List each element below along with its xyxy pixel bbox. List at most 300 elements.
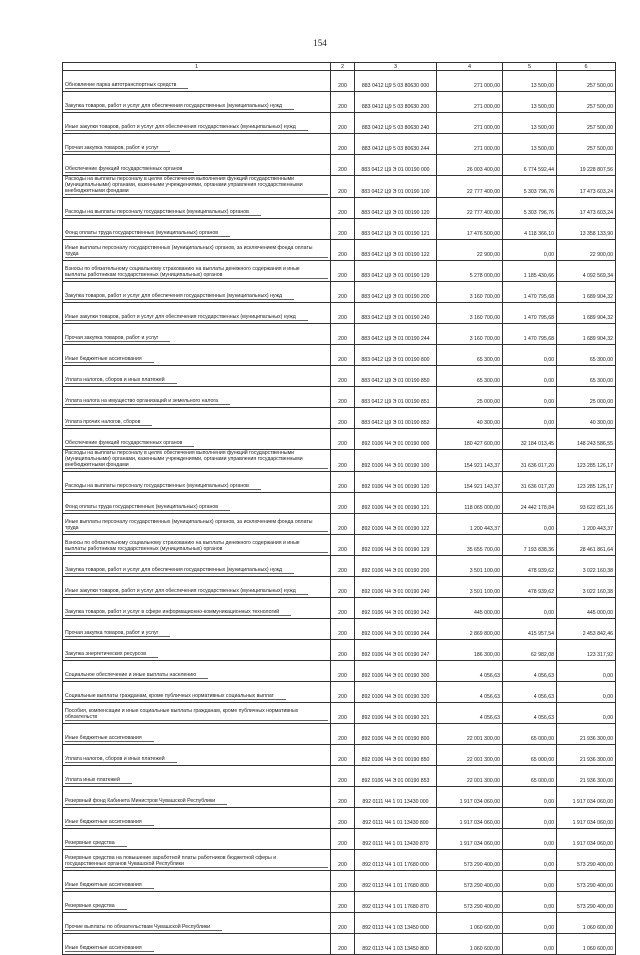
- row-label: Иные закупки товаров, работ и услуг для обеспечения государственных (муниципальных) нужд: [65, 124, 308, 131]
- row-label: Прочая закупка товаров, работ и услуг: [65, 335, 170, 342]
- row-label: Обновление парка автотранспортных средств: [65, 82, 188, 89]
- cell-classification-code: 892 0106 Ч4 Э 01 00190 320: [355, 682, 437, 703]
- cell-name: [63, 198, 331, 219]
- cell-name: [63, 240, 331, 261]
- table-row: [63, 113, 616, 134]
- cell-remaining: 17 473 603,24: [557, 198, 616, 219]
- cell-line-code: 200: [331, 408, 355, 429]
- cell-remaining: 123 285 126,17: [557, 450, 616, 472]
- cell-name: [63, 92, 331, 113]
- row-label: Уплата налога на имущество организаций и земельного налога: [65, 398, 230, 405]
- cell-line-code: 200: [331, 92, 355, 113]
- cell-name: [63, 71, 331, 92]
- table-row: [63, 787, 616, 808]
- cell-classification-code: 892 0113 Ч4 1 03 13450 800: [355, 934, 437, 955]
- cell-approved: 1 917 034 060,00: [437, 808, 503, 829]
- table-row: [63, 282, 616, 303]
- row-label: Иные бюджетные ассигнования: [65, 735, 154, 742]
- cell-remaining: 3 022 160,38: [557, 556, 616, 577]
- row-label: Обеспечение функций государственных органов: [65, 440, 194, 447]
- cell-name: [63, 155, 331, 176]
- cell-classification-code: 892 0106 Ч4 Э 01 00190 129: [355, 535, 437, 556]
- cell-approved: 271 000,00: [437, 71, 503, 92]
- cell-line-code: 200: [331, 219, 355, 240]
- cell-name: [63, 703, 331, 724]
- cell-classification-code: 883 0412 Ц9 5 03 80630 240: [355, 113, 437, 134]
- cell-classification-code: 883 0412 Ц9 5 03 80630 000: [355, 71, 437, 92]
- cell-classification-code: 892 0106 Ч4 Э 01 00190 200: [355, 556, 437, 577]
- cell-executed: 7 193 838,36: [503, 535, 557, 556]
- cell-approved: 2 869 800,00: [437, 619, 503, 640]
- cell-remaining: 1 917 034 060,00: [557, 808, 616, 829]
- cell-executed: 1 470 795,68: [503, 303, 557, 324]
- cell-approved: 65 300,00: [437, 345, 503, 366]
- cell-classification-code: 892 0111 Ч4 1 01 13430 800: [355, 808, 437, 829]
- table-row: [63, 913, 616, 934]
- cell-executed: 24 442 178,84: [503, 493, 557, 514]
- cell-name: [63, 429, 331, 450]
- cell-remaining: 573 290 400,00: [557, 892, 616, 913]
- table-row: [63, 71, 616, 92]
- cell-line-code: 200: [331, 724, 355, 745]
- cell-remaining: 1 060 600,00: [557, 934, 616, 955]
- row-label: Прочая закупка товаров, работ и услуг: [65, 630, 170, 637]
- cell-classification-code: 892 0106 Ч4 Э 01 00190 120: [355, 472, 437, 493]
- cell-executed: 4 118 366,10: [503, 219, 557, 240]
- cell-name: [63, 640, 331, 661]
- cell-line-code: 200: [331, 113, 355, 134]
- cell-approved: 180 427 600,00: [437, 429, 503, 450]
- cell-classification-code: 892 0106 Ч4 Э 01 00190 850: [355, 745, 437, 766]
- cell-remaining: 21 936 300,00: [557, 724, 616, 745]
- cell-classification-code: 892 0111 Ч4 1 01 13430 000: [355, 787, 437, 808]
- cell-line-code: 200: [331, 766, 355, 787]
- cell-line-code: 200: [331, 682, 355, 703]
- table-row: [63, 556, 616, 577]
- header-cell-executed: 5: [503, 63, 557, 71]
- table-row: [63, 850, 616, 871]
- row-label: Уплата налогов, сборов и иных платежей: [65, 756, 177, 763]
- cell-approved: 154 921 143,37: [437, 450, 503, 472]
- cell-line-code: 200: [331, 450, 355, 472]
- table-body: [63, 71, 616, 955]
- cell-classification-code: 892 0113 Ч4 1 03 13450 000: [355, 913, 437, 934]
- cell-approved: 154 921 143,37: [437, 472, 503, 493]
- cell-classification-code: 892 0106 Ч4 Э 01 00190 100: [355, 450, 437, 472]
- cell-remaining: 257 500,00: [557, 92, 616, 113]
- cell-executed: 0,00: [503, 850, 557, 871]
- cell-remaining: 65 300,00: [557, 345, 616, 366]
- cell-name: [63, 871, 331, 892]
- cell-name: [63, 661, 331, 682]
- table-row: [63, 892, 616, 913]
- row-label: Расходы на выплаты персоналу государственных (муниципальных) органов: [65, 209, 261, 216]
- cell-name: [63, 934, 331, 955]
- cell-remaining: 19 228 807,56: [557, 155, 616, 176]
- cell-line-code: 200: [331, 71, 355, 92]
- table-row: [63, 871, 616, 892]
- cell-name: [63, 913, 331, 934]
- cell-remaining: 1 689 904,32: [557, 324, 616, 345]
- cell-remaining: 3 022 160,38: [557, 577, 616, 598]
- cell-remaining: 257 500,00: [557, 113, 616, 134]
- row-label: Иные бюджетные ассигнования: [65, 945, 154, 952]
- cell-classification-code: 883 0412 Ц9 Э 01 00190 240: [355, 303, 437, 324]
- table-row: [63, 261, 616, 282]
- budget-execution-table: [62, 62, 616, 955]
- row-label: Резервные средства на повышение заработной платы работников бюджетной сферы и государственных органов Чувашской Республики: [65, 855, 328, 868]
- cell-executed: 65 000,00: [503, 724, 557, 745]
- table-row: [63, 619, 616, 640]
- table-row: [63, 219, 616, 240]
- cell-executed: 13 500,00: [503, 113, 557, 134]
- cell-approved: 1 060 600,00: [437, 913, 503, 934]
- cell-remaining: 1 917 034 060,00: [557, 829, 616, 850]
- table-row: [63, 640, 616, 661]
- cell-classification-code: 892 0113 Ч4 1 01 17680 800: [355, 871, 437, 892]
- page-number: 154: [313, 38, 327, 48]
- cell-classification-code: 892 0113 Ч4 1 01 17680 870: [355, 892, 437, 913]
- cell-approved: 445 000,00: [437, 598, 503, 619]
- row-label: Иные бюджетные ассигнования: [65, 819, 154, 826]
- cell-classification-code: 883 0412 Ц9 5 03 80630 244: [355, 134, 437, 155]
- cell-approved: 4 056,63: [437, 703, 503, 724]
- cell-classification-code: 892 0106 Ч4 Э 01 00190 242: [355, 598, 437, 619]
- cell-remaining: 573 290 400,00: [557, 871, 616, 892]
- cell-line-code: 200: [331, 787, 355, 808]
- row-label: Социальное обеспечение и иные выплаты населению: [65, 672, 208, 679]
- cell-line-code: 200: [331, 640, 355, 661]
- table-row: [63, 808, 616, 829]
- cell-remaining: 257 500,00: [557, 71, 616, 92]
- cell-name: [63, 514, 331, 535]
- cell-name: [63, 808, 331, 829]
- cell-classification-code: 883 0412 Ц9 Э 01 00190 100: [355, 176, 437, 198]
- cell-remaining: 0,00: [557, 703, 616, 724]
- cell-approved: 4 056,63: [437, 661, 503, 682]
- row-label: Обеспечение функций государственных органов: [65, 166, 194, 173]
- cell-classification-code: 883 0412 Ц9 Э 01 00190 800: [355, 345, 437, 366]
- cell-line-code: 200: [331, 745, 355, 766]
- cell-line-code: 200: [331, 514, 355, 535]
- cell-line-code: 200: [331, 240, 355, 261]
- cell-line-code: 200: [331, 913, 355, 934]
- cell-executed: 0,00: [503, 934, 557, 955]
- cell-line-code: 200: [331, 176, 355, 198]
- cell-remaining: 445 000,00: [557, 598, 616, 619]
- cell-line-code: 200: [331, 661, 355, 682]
- table-row: [63, 493, 616, 514]
- cell-executed: 5 303 796,76: [503, 198, 557, 219]
- cell-classification-code: 883 0412 Ц9 Э 01 00190 129: [355, 261, 437, 282]
- cell-name: [63, 892, 331, 913]
- cell-name: [63, 577, 331, 598]
- cell-line-code: 200: [331, 577, 355, 598]
- cell-executed: 4 056,63: [503, 661, 557, 682]
- row-label: Взносы по обязательному социальному страхованию на выплаты денежного содержания и иные выплаты работникам государственных (муниципальных) органов: [65, 540, 328, 553]
- cell-executed: 0,00: [503, 871, 557, 892]
- cell-classification-code: 883 0412 Ц9 Э 01 00190 852: [355, 408, 437, 429]
- cell-line-code: 200: [331, 472, 355, 493]
- header-cell-classification-code: 3: [355, 63, 437, 71]
- table-row: [63, 934, 616, 955]
- table-header-row: [63, 63, 616, 71]
- cell-approved: 1 917 034 060,00: [437, 829, 503, 850]
- cell-remaining: 28 461 861,64: [557, 535, 616, 556]
- cell-approved: 1 200 443,37: [437, 514, 503, 535]
- table-row: [63, 366, 616, 387]
- cell-name: [63, 556, 331, 577]
- cell-name: [63, 113, 331, 134]
- cell-classification-code: 892 0106 Ч4 Э 01 00190 300: [355, 661, 437, 682]
- cell-classification-code: 883 0412 Ц9 Э 01 00190 851: [355, 387, 437, 408]
- cell-line-code: 200: [331, 829, 355, 850]
- cell-line-code: 200: [331, 535, 355, 556]
- cell-classification-code: 883 0412 Ц9 Э 01 00190 120: [355, 198, 437, 219]
- row-label: Пособия, компенсации и иные социальные выплаты гражданам, кроме публичных нормативных обязательств: [65, 708, 328, 721]
- table-row: [63, 661, 616, 682]
- cell-name: [63, 682, 331, 703]
- table-row: [63, 134, 616, 155]
- cell-remaining: 0,00: [557, 661, 616, 682]
- header-cell-remaining: 6: [557, 63, 616, 71]
- row-label: Иные выплаты персоналу государственных (муниципальных) органов, за исключением фонда оплаты труда: [65, 245, 328, 258]
- cell-approved: 3 160 700,00: [437, 324, 503, 345]
- cell-line-code: 200: [331, 324, 355, 345]
- cell-line-code: 200: [331, 934, 355, 955]
- cell-approved: 1 917 034 060,00: [437, 787, 503, 808]
- cell-remaining: 123 317,92: [557, 640, 616, 661]
- table-row: [63, 176, 616, 198]
- cell-line-code: 200: [331, 429, 355, 450]
- cell-approved: 271 000,00: [437, 113, 503, 134]
- cell-remaining: 13 358 133,90: [557, 219, 616, 240]
- cell-approved: 271 000,00: [437, 92, 503, 113]
- cell-approved: 271 000,00: [437, 134, 503, 155]
- cell-executed: 65 000,00: [503, 766, 557, 787]
- cell-name: [63, 303, 331, 324]
- cell-approved: 35 655 700,00: [437, 535, 503, 556]
- cell-executed: 13 500,00: [503, 134, 557, 155]
- cell-name: [63, 535, 331, 556]
- table-row: [63, 345, 616, 366]
- cell-name: [63, 724, 331, 745]
- cell-name: [63, 598, 331, 619]
- table-row: [63, 724, 616, 745]
- cell-approved: 22 777 400,00: [437, 176, 503, 198]
- cell-approved: 5 278 000,00: [437, 261, 503, 282]
- cell-name: [63, 219, 331, 240]
- cell-classification-code: 892 0106 Ч4 Э 01 00190 321: [355, 703, 437, 724]
- table-row: [63, 577, 616, 598]
- cell-line-code: 200: [331, 134, 355, 155]
- cell-executed: 0,00: [503, 913, 557, 934]
- cell-name: [63, 766, 331, 787]
- row-label: Иные бюджетные ассигнования: [65, 882, 154, 889]
- row-label: Уплата прочих налогов, сборов: [65, 419, 152, 426]
- cell-classification-code: 883 0412 Ц9 Э 01 00190 200: [355, 282, 437, 303]
- cell-approved: 573 290 400,00: [437, 850, 503, 871]
- cell-line-code: 200: [331, 493, 355, 514]
- table-row: [63, 745, 616, 766]
- cell-executed: 62 982,08: [503, 640, 557, 661]
- cell-line-code: 200: [331, 808, 355, 829]
- cell-remaining: 25 000,00: [557, 387, 616, 408]
- cell-remaining: 148 243 586,55: [557, 429, 616, 450]
- cell-classification-code: 892 0106 Ч4 Э 01 00190 122: [355, 514, 437, 535]
- cell-executed: 1 470 795,68: [503, 282, 557, 303]
- row-label: Резервный фонд Кабинета Министров Чувашской Республики: [65, 798, 227, 805]
- cell-approved: 3 160 700,00: [437, 282, 503, 303]
- cell-executed: 31 636 017,20: [503, 450, 557, 472]
- cell-executed: 31 636 017,20: [503, 472, 557, 493]
- row-label: Иные закупки товаров, работ и услуг для обеспечения государственных (муниципальных) нужд: [65, 314, 308, 321]
- table-row: [63, 829, 616, 850]
- cell-line-code: 200: [331, 387, 355, 408]
- cell-classification-code: 892 0106 Ч4 Э 01 00190 853: [355, 766, 437, 787]
- cell-remaining: 4 092 569,34: [557, 261, 616, 282]
- cell-executed: 0,00: [503, 808, 557, 829]
- cell-classification-code: 892 0106 Ч4 Э 01 00190 800: [355, 724, 437, 745]
- cell-name: [63, 850, 331, 871]
- cell-executed: 0,00: [503, 408, 557, 429]
- table-row: [63, 429, 616, 450]
- header-cell-approved: 4: [437, 63, 503, 71]
- cell-approved: 3 501 100,00: [437, 556, 503, 577]
- row-label: Расходы на выплаты персоналу в целях обеспечения выполнения функций государственными (муниципальными) органами, казенными учреждениями, органами управления государственными внебюджетными фондами: [65, 450, 328, 469]
- row-label: Расходы на выплаты персоналу государственных (муниципальных) органов: [65, 483, 261, 490]
- cell-line-code: 200: [331, 303, 355, 324]
- cell-executed: 0,00: [503, 892, 557, 913]
- cell-name: [63, 282, 331, 303]
- table-row: [63, 240, 616, 261]
- cell-name: [63, 450, 331, 472]
- cell-approved: 22 001 300,00: [437, 745, 503, 766]
- cell-name: [63, 787, 331, 808]
- cell-classification-code: 892 0106 Ч4 Э 01 00190 244: [355, 619, 437, 640]
- cell-name: [63, 345, 331, 366]
- cell-line-code: 200: [331, 345, 355, 366]
- row-label: Иные бюджетные ассигнования: [65, 356, 154, 363]
- cell-approved: 3 160 700,00: [437, 303, 503, 324]
- cell-approved: 573 290 400,00: [437, 892, 503, 913]
- cell-name: [63, 472, 331, 493]
- cell-classification-code: 883 0412 Ц9 Э 01 00190 121: [355, 219, 437, 240]
- cell-remaining: 93 622 821,16: [557, 493, 616, 514]
- cell-remaining: 1 060 600,00: [557, 913, 616, 934]
- cell-executed: 0,00: [503, 387, 557, 408]
- table-row: [63, 535, 616, 556]
- cell-approved: 17 476 500,00: [437, 219, 503, 240]
- cell-line-code: 200: [331, 366, 355, 387]
- cell-executed: 0,00: [503, 598, 557, 619]
- cell-classification-code: 883 0412 Ц9 Э 01 00190 122: [355, 240, 437, 261]
- cell-approved: 65 300,00: [437, 366, 503, 387]
- cell-approved: 573 290 400,00: [437, 871, 503, 892]
- cell-executed: 0,00: [503, 829, 557, 850]
- cell-remaining: 40 300,00: [557, 408, 616, 429]
- table-row: [63, 703, 616, 724]
- cell-remaining: 1 917 034 060,00: [557, 787, 616, 808]
- cell-executed: 13 500,00: [503, 71, 557, 92]
- cell-executed: 4 056,63: [503, 682, 557, 703]
- cell-classification-code: 892 0111 Ч4 1 01 13430 870: [355, 829, 437, 850]
- cell-remaining: 1 200 443,37: [557, 514, 616, 535]
- cell-name: [63, 366, 331, 387]
- table-row: [63, 387, 616, 408]
- cell-approved: 186 300,00: [437, 640, 503, 661]
- table-row: [63, 472, 616, 493]
- cell-remaining: 21 936 300,00: [557, 745, 616, 766]
- cell-executed: 6 774 592,44: [503, 155, 557, 176]
- cell-line-code: 200: [331, 198, 355, 219]
- cell-approved: 40 300,00: [437, 408, 503, 429]
- row-label: Взносы по обязательному социальному страхованию на выплаты денежного содержания и иные выплаты работникам государственных (муниципальных) органов: [65, 266, 328, 279]
- cell-line-code: 200: [331, 556, 355, 577]
- cell-name: [63, 745, 331, 766]
- cell-executed: 32 184 013,45: [503, 429, 557, 450]
- cell-executed: 415 957,54: [503, 619, 557, 640]
- cell-line-code: 200: [331, 871, 355, 892]
- header-cell-name: 1: [63, 63, 331, 71]
- header-cell-line-code: 2: [331, 63, 355, 71]
- cell-line-code: 200: [331, 598, 355, 619]
- cell-remaining: 21 936 300,00: [557, 766, 616, 787]
- cell-remaining: 1 689 904,32: [557, 282, 616, 303]
- cell-classification-code: 892 0106 Ч4 Э 01 00190 247: [355, 640, 437, 661]
- table-row: [63, 303, 616, 324]
- row-label: Уплата иных платежей: [65, 777, 132, 784]
- row-label: Расходы на выплаты персоналу в целях обеспечения выполнения функций государственными (муниципальными) органами, казенными учреждениями, органами управления государственными внебюджетными фондами: [65, 176, 328, 195]
- cell-approved: 22 900,00: [437, 240, 503, 261]
- row-label: Иные выплаты персоналу государственных (муниципальных) органов, за исключением фонда оплаты труда: [65, 519, 328, 532]
- cell-approved: 3 501 100,00: [437, 577, 503, 598]
- row-label: Резервные средства: [65, 840, 127, 847]
- row-label: Закупка товаров, работ и услуг для обеспечения государственных (муниципальных) нужд: [65, 103, 294, 110]
- cell-executed: 0,00: [503, 366, 557, 387]
- table-row: [63, 92, 616, 113]
- cell-name: [63, 324, 331, 345]
- table-row: [63, 682, 616, 703]
- cell-line-code: 200: [331, 261, 355, 282]
- table-row: [63, 324, 616, 345]
- cell-line-code: 200: [331, 282, 355, 303]
- cell-line-code: 200: [331, 892, 355, 913]
- cell-line-code: 200: [331, 619, 355, 640]
- cell-executed: 0,00: [503, 787, 557, 808]
- cell-remaining: 1 689 904,32: [557, 303, 616, 324]
- row-label: Уплата налогов, сборов и иных платежей: [65, 377, 177, 384]
- cell-executed: 478 939,62: [503, 577, 557, 598]
- table-row: [63, 408, 616, 429]
- row-label: Прочая закупка товаров, работ и услуг: [65, 145, 170, 152]
- cell-remaining: 2 453 842,46: [557, 619, 616, 640]
- table-row: [63, 155, 616, 176]
- row-label: Закупка товаров, работ и услуг для обеспечения государственных (муниципальных) нужд: [65, 293, 294, 300]
- cell-classification-code: 883 0412 Ц9 Э 01 00190 000: [355, 155, 437, 176]
- cell-line-code: 200: [331, 155, 355, 176]
- cell-executed: 1 470 795,68: [503, 324, 557, 345]
- cell-remaining: 65 300,00: [557, 366, 616, 387]
- cell-executed: 5 303 796,76: [503, 176, 557, 198]
- cell-line-code: 200: [331, 850, 355, 871]
- cell-remaining: 0,00: [557, 682, 616, 703]
- cell-name: [63, 387, 331, 408]
- cell-remaining: 123 285 126,17: [557, 472, 616, 493]
- row-label: Закупка энергетических ресурсов: [65, 651, 158, 658]
- cell-approved: 1 060 600,00: [437, 934, 503, 955]
- cell-executed: 0,00: [503, 514, 557, 535]
